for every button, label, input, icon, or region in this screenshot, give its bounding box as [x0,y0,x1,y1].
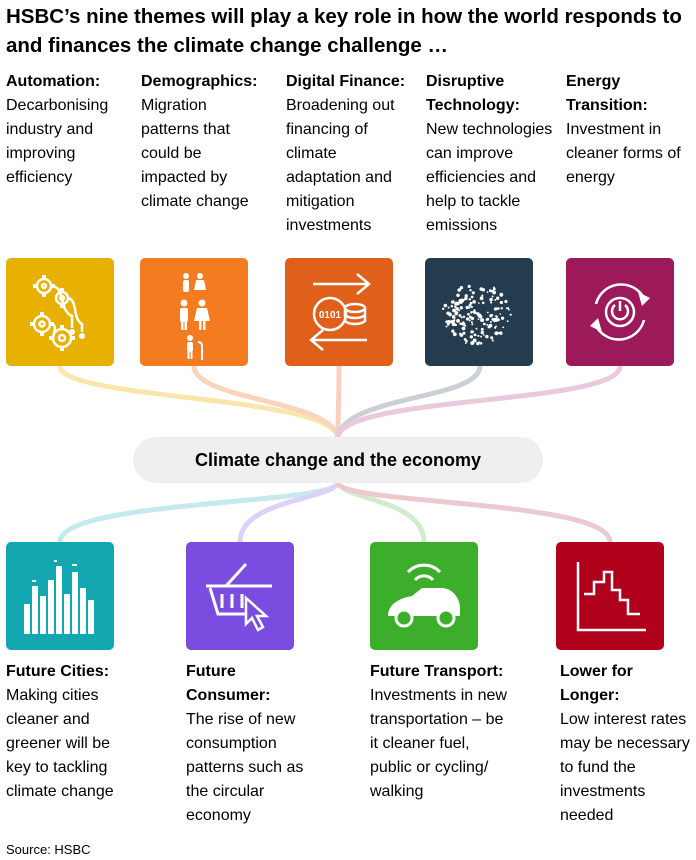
theme-description: The rise of new consumption patterns such as the circular economy [186,711,304,824]
particle-dot [500,301,503,304]
theme-future-consumer [186,660,366,828]
particle-dot [467,313,470,316]
particle-dot [491,314,493,316]
particle-dot [496,297,499,300]
tile-disruptive-technology [425,258,533,366]
theme-heading: Disruptive Technology: [426,73,520,114]
particle-dot [482,302,485,305]
theme-description: Broadening out financing of climate adaptation and mitigation investments [286,97,395,234]
tile-lower-for-longer [556,542,664,650]
particle-dot [466,317,469,320]
particle-dot [490,321,492,323]
particle-dot [458,299,462,303]
particle-dot [493,288,496,291]
particle-dot [480,336,482,338]
svg-text:0101: 0101 [318,310,342,321]
particle-dot [504,300,507,303]
particle-dot [499,293,503,297]
particle-dot [476,328,478,330]
theme-description: New technologies can improve efficiencies and help to tackle emissions [426,121,553,234]
theme-heading: Automation: [6,73,101,90]
particle-dot [483,334,485,336]
particle-dot [469,289,471,291]
particle-dot [463,299,465,301]
particle-dot [471,323,473,325]
theme-automation [6,70,136,190]
particle-dot [470,341,474,345]
particle-dot [478,318,480,320]
center-label [133,437,543,483]
particle-dot [489,298,493,302]
particle-dot [487,312,489,314]
particle-dot [483,323,486,326]
tile-future-cities [6,542,114,650]
theme-heading: Future Consumer: [186,663,271,704]
theme-future-transport [370,660,550,804]
particle-dot [486,318,489,321]
connector-digital-finance [338,366,339,437]
particle-dot [492,296,494,298]
particle-dot [454,305,456,307]
particle-dot [476,312,479,315]
particle-dot [452,324,454,326]
particle-dot [470,335,473,338]
particle-dot [458,289,460,291]
particle-dot [460,306,463,309]
particle-dot [451,330,454,333]
theme-heading: Digital Finance: [286,73,406,90]
particle-dot [462,332,465,335]
theme-heading: Lower for Longer: [560,663,633,704]
particle-dot [454,319,456,321]
particle-dot [465,342,467,344]
particle-dot [458,309,460,311]
particle-dot [454,302,458,306]
particle-dot [453,317,455,319]
particle-dot [461,316,463,318]
particle-dot [492,339,494,341]
particle-dot [491,318,494,321]
particle-dot [491,290,494,293]
particle-dot [472,291,475,294]
gears-icon [6,258,114,366]
particle-dot [456,294,460,298]
theme-demographics [141,70,281,214]
theme-energy-transition [566,70,694,190]
particle-dot [464,325,466,327]
theme-heading: Energy Transition: [566,73,648,114]
particle-dot [500,313,502,315]
particle-dot [481,287,483,289]
particle-dot [485,335,488,338]
particle-sphere-icon [425,258,533,366]
particle-dot [473,311,476,314]
coin-exchange-icon [285,258,393,366]
particle-dot [450,320,453,323]
title-line-2: and finances the climate change challenge … [6,34,449,57]
particle-dot [466,306,469,309]
particle-dot [490,336,493,339]
particle-dot [469,298,471,300]
particle-dot [458,314,461,317]
tile-digital-finance [285,258,393,366]
city-skyline-icon [6,542,114,650]
particle-dot [442,308,444,310]
particle-dot [460,286,463,289]
particle-dot [502,326,504,328]
theme-heading: Demographics: [141,73,258,90]
tile-future-consumer [186,542,294,650]
particle-dot [495,307,498,310]
connector-future-consumer [240,483,338,542]
particle-dot [445,325,447,327]
particle-dot [470,311,472,313]
theme-description: Making cities cleaner and greener will be key to tackling climate change [6,687,114,800]
particle-dot [464,338,467,341]
power-cycle-icon [566,258,674,366]
particle-dot [468,285,471,288]
theme-future-cities [6,660,176,804]
particle-dot [451,305,454,308]
tile-automation [6,258,114,366]
tile-demographics [140,258,248,366]
particle-dot [448,307,450,309]
particle-dot [481,331,484,334]
theme-lower-for-longer [560,660,696,828]
particle-dot [479,315,483,319]
theme-description: Investment in cleaner forms of energy [566,121,681,186]
particle-dot [446,311,449,314]
tile-future-transport [370,542,478,650]
connector-lower-for-longer [338,483,610,542]
particle-dot [446,322,448,324]
particle-dot [495,326,497,328]
particle-dot [472,300,476,304]
shopping-basket-icon [186,542,294,650]
particle-dot [471,296,474,299]
connector-future-cities [60,483,338,542]
particle-dot [490,301,492,303]
particle-dot [477,335,479,337]
particle-dot [456,319,460,323]
particle-dot [471,321,473,323]
particle-dot [496,316,498,318]
particle-dot [453,332,457,336]
particle-dot [488,325,491,328]
particle-dot [469,307,471,309]
particle-dot [494,331,498,335]
theme-description: Investments in new transportation – be it cleaner fuel, public or cycling/ walking [370,687,507,800]
particle-dot [469,319,471,321]
source-note: Source: HSBC [6,842,91,857]
particle-dot [476,342,479,345]
particle-dot [501,317,504,320]
theme-heading: Future Cities: [6,663,110,680]
center-label-text: Climate change and the economy [194,449,482,470]
particle-dot [507,320,509,322]
particle-dot [486,324,488,326]
particle-dot [469,304,472,307]
particle-dot [471,317,474,320]
particle-dot [506,307,508,309]
particle-dot [510,314,512,316]
particle-dot [463,316,465,318]
particle-dot [451,300,454,303]
particle-dot [475,334,477,336]
particle-dot [480,342,483,345]
connected-car-icon [370,542,478,650]
theme-description: Decarbonising industry and improving efficiency [6,97,109,186]
people-icon [140,258,248,366]
tile-energy-transition [566,258,674,366]
declining-steps-icon [556,542,664,650]
particle-dot [481,328,484,331]
particle-dot [478,302,480,304]
particle-dot [455,311,458,314]
theme-digital-finance [286,70,426,238]
particle-dot [487,291,489,293]
theme-disruptive-technology [426,70,566,238]
particle-dot [480,296,484,300]
particle-dot [463,323,465,325]
theme-heading: Future Transport: [370,663,504,680]
theme-description: Migration patterns that could be impacted by climate change [141,97,249,210]
connector-energy-transition [338,366,620,437]
particle-dot [444,304,448,308]
particle-dot [508,309,510,311]
particle-dot [481,294,483,296]
theme-description: Low interest rates may be necessary to fund the investments needed [560,711,690,824]
particle-dot [470,330,473,333]
particle-dot [499,331,503,335]
particle-dot [462,326,466,330]
title-line-1: HSBC’s nine themes will play a key role in how the world responds to [6,5,682,28]
particle-dot [494,299,496,301]
particle-dot [501,307,503,309]
particle-dot [480,318,484,322]
